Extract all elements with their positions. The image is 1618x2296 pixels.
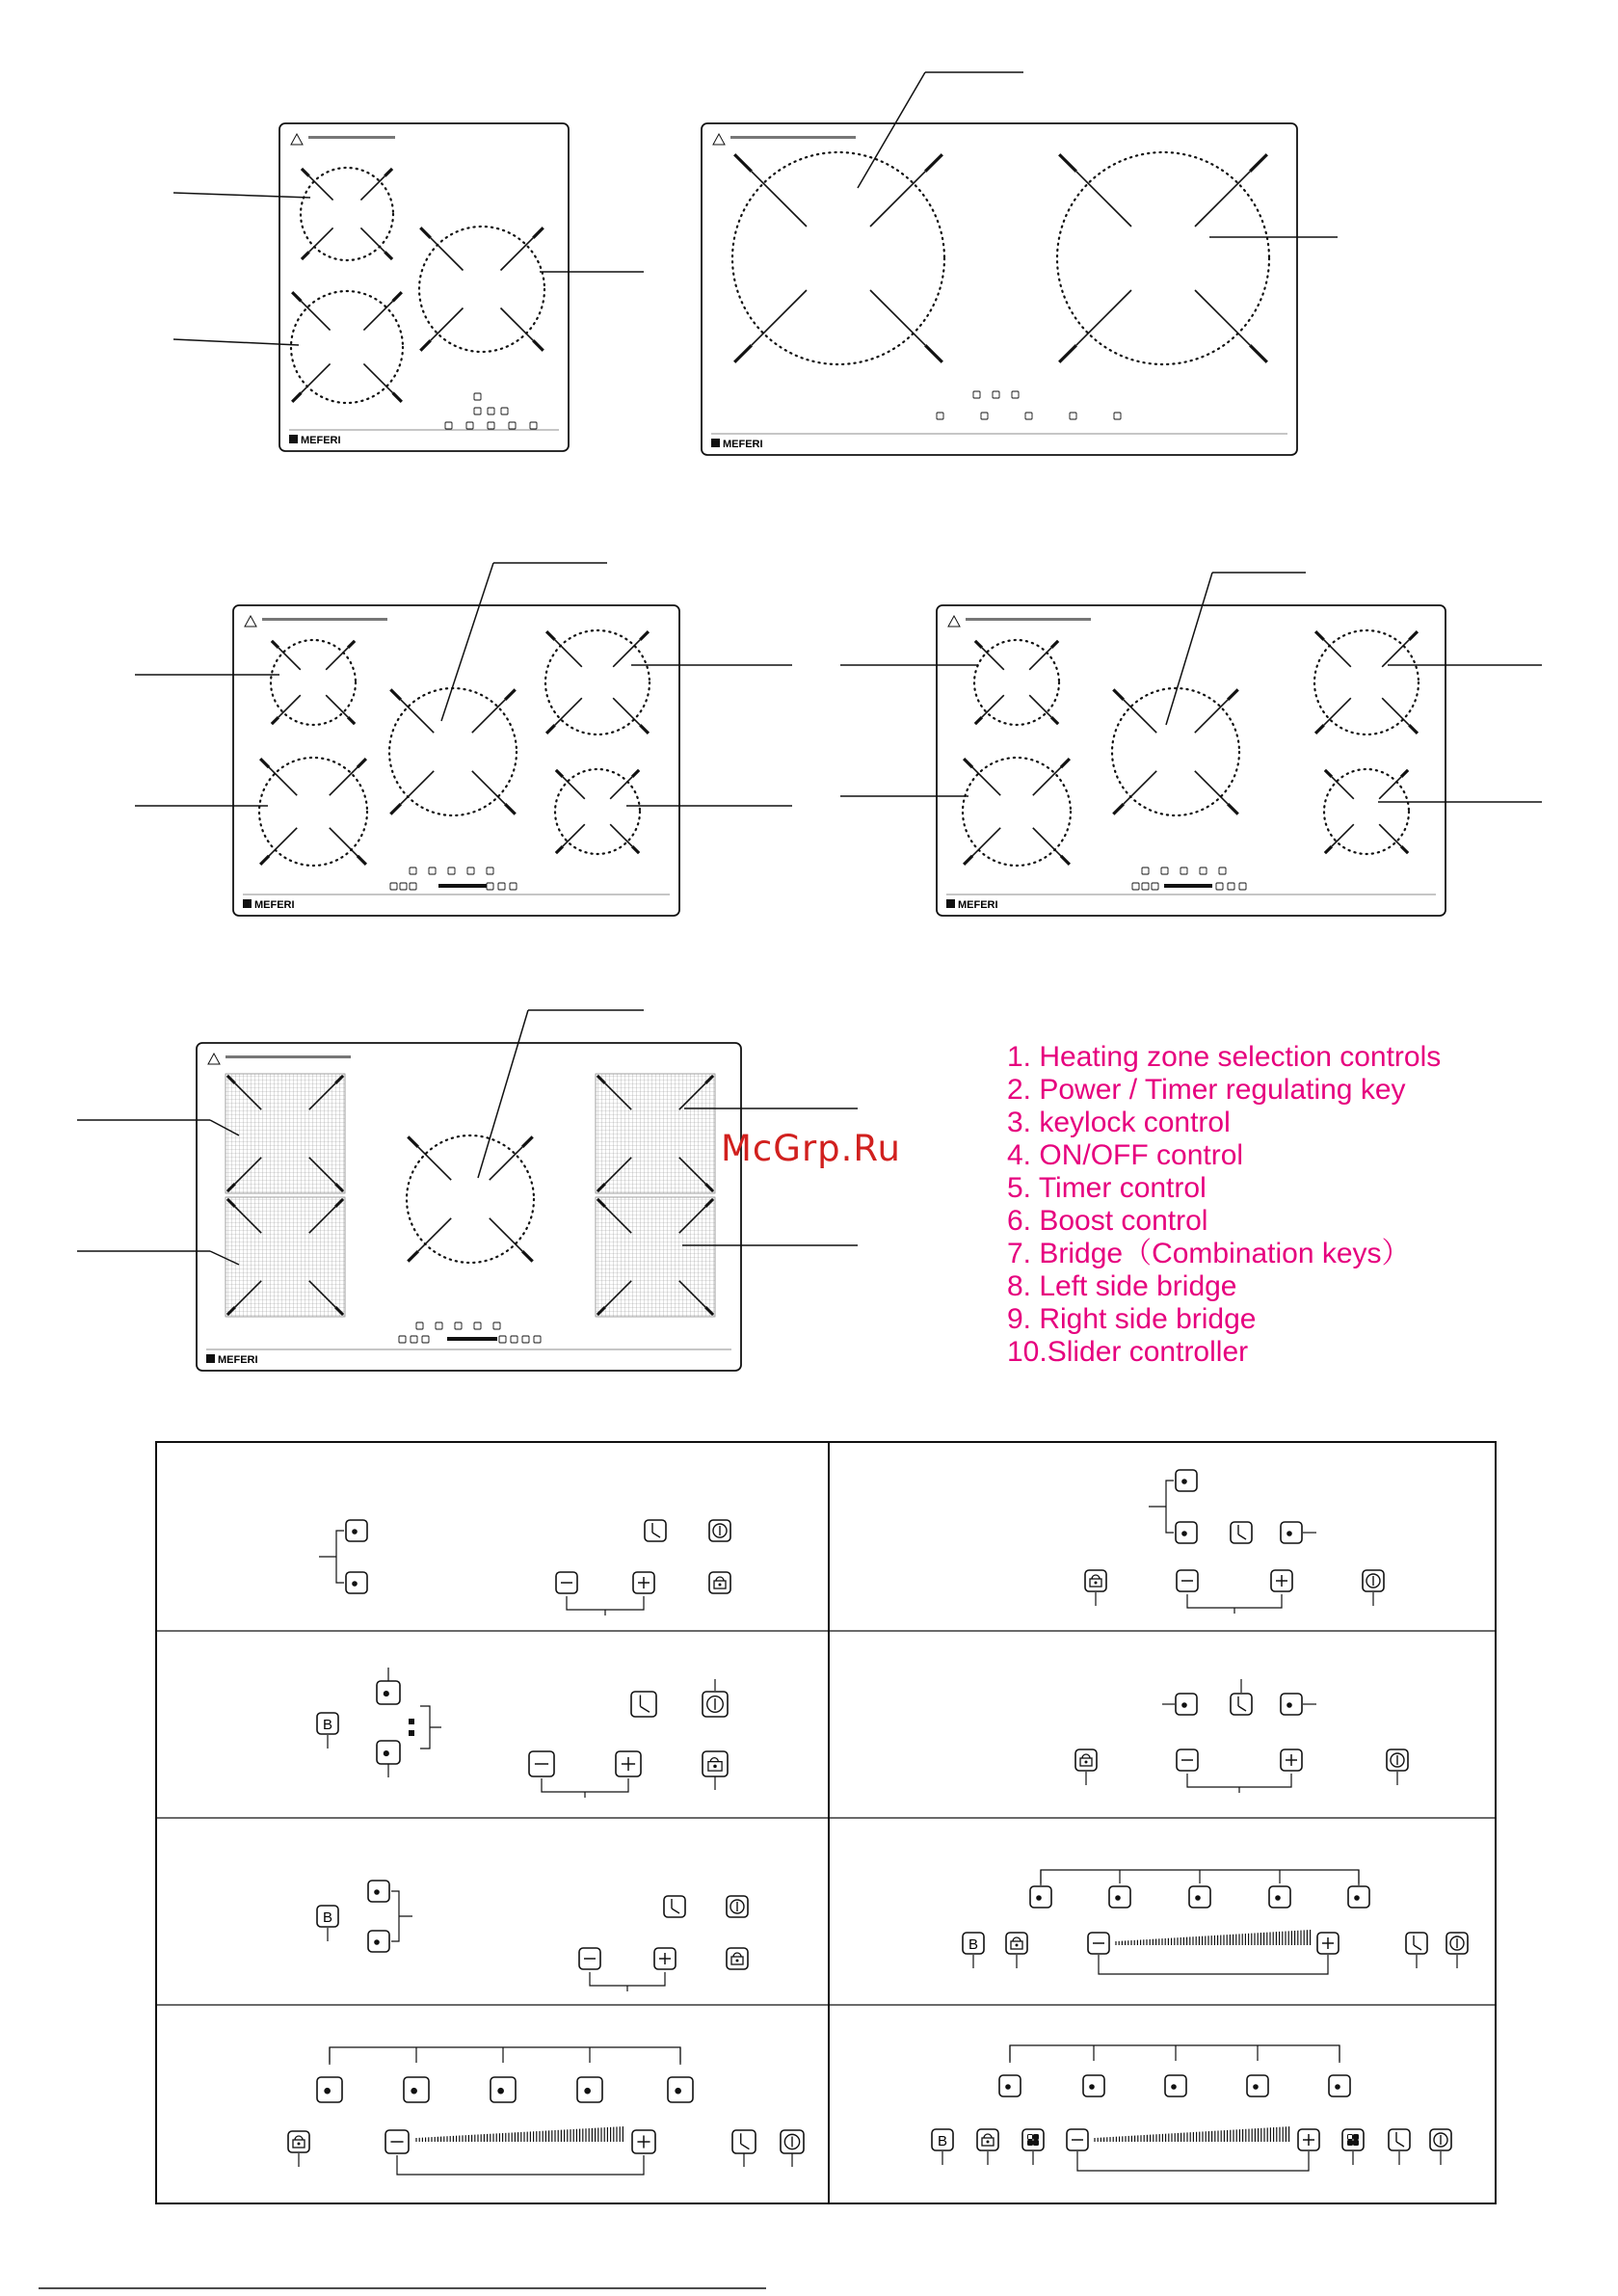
key-frame xyxy=(1342,2129,1364,2150)
table-border xyxy=(156,1442,1496,2203)
zone-select-icon xyxy=(317,2077,342,2102)
key-glyph xyxy=(672,1909,679,1913)
bridge xyxy=(317,1713,338,1734)
bracket-line xyxy=(1010,2045,1339,2063)
key-dot xyxy=(584,2088,591,2095)
keylock-icon xyxy=(977,2129,998,2150)
key-glyph xyxy=(1085,1761,1088,1764)
plus-icon xyxy=(654,1948,676,1969)
bridge xyxy=(932,2129,953,2150)
key-glyph xyxy=(1028,2141,1033,2146)
key-dot xyxy=(1005,2084,1011,2090)
control-panel-table xyxy=(156,1442,1496,2203)
key-glyph xyxy=(1414,1945,1421,1950)
key-dot xyxy=(1181,1531,1187,1536)
panel-layout xyxy=(1075,1679,1408,1793)
key-frame xyxy=(1389,2129,1410,2150)
zone-select-icon xyxy=(1269,1886,1290,1908)
key-frame xyxy=(703,1751,728,1776)
key-dot xyxy=(1253,2084,1259,2090)
bracket-line xyxy=(397,2155,644,2175)
zone-select-icon xyxy=(491,2077,516,2102)
zone-select-icon xyxy=(346,1520,367,1541)
zone-select-icon xyxy=(668,2077,693,2102)
bracket-line xyxy=(420,1706,441,1749)
brand-logo: MEFERI xyxy=(301,435,341,446)
legend-item: 8. Left side bridge xyxy=(1007,1270,1237,1302)
zone-select-icon xyxy=(346,1572,367,1593)
legend-item: 2. Power / Timer regulating key xyxy=(1007,1074,1406,1106)
key-glyph xyxy=(640,1706,649,1712)
key-glyph xyxy=(713,1765,717,1769)
plus-icon xyxy=(1281,1749,1302,1771)
power-icon xyxy=(727,1896,748,1917)
panel-layout xyxy=(317,1668,728,1798)
slider-icon xyxy=(1116,1930,1311,1945)
key-glyph xyxy=(1034,2135,1039,2140)
brand-logo-mark xyxy=(711,439,720,447)
slider-icon xyxy=(1095,2126,1289,2142)
legend-item: 3. keylock control xyxy=(1007,1107,1231,1138)
bridge-link-icon xyxy=(409,1719,414,1724)
panel-layout xyxy=(288,2047,804,2175)
minus-icon xyxy=(529,1751,554,1776)
bridge-link-icon xyxy=(409,1730,414,1736)
timer-icon xyxy=(1231,1522,1252,1543)
plus-icon xyxy=(1298,2129,1319,2150)
key-frame xyxy=(709,1572,730,1593)
brand-logo: MEFERI xyxy=(218,1354,258,1366)
plus-icon xyxy=(633,1572,654,1593)
slider-bar xyxy=(447,1337,497,1341)
flex-zone xyxy=(596,1074,715,1193)
key-frame xyxy=(727,1948,748,1969)
zone-select-icon xyxy=(1176,1470,1197,1491)
zone-select-icon xyxy=(1281,1522,1302,1543)
key-dot xyxy=(1171,2084,1177,2090)
plus-icon xyxy=(616,1751,641,1776)
key-dot xyxy=(1275,1895,1281,1901)
bracket-line xyxy=(1187,1774,1291,1787)
keylock-icon xyxy=(709,1572,730,1593)
zone-select-icon xyxy=(368,1881,389,1902)
key-glyph xyxy=(1348,2141,1353,2146)
key-dot xyxy=(384,1750,389,1756)
key-dot xyxy=(352,1581,358,1587)
legend-item: 4. ON/OFF control xyxy=(1007,1139,1244,1171)
watermark: McGrp.Ru xyxy=(721,1128,901,1169)
panel-layout xyxy=(963,1870,1468,1974)
bracket-line xyxy=(567,1596,644,1610)
minus-icon xyxy=(385,2130,409,2153)
legend-item: 5. Timer control xyxy=(1007,1172,1207,1204)
panel-layout xyxy=(317,1881,748,1991)
side-bridge-icon xyxy=(1022,2129,1044,2150)
minus-icon xyxy=(556,1572,577,1593)
flex-zone xyxy=(596,1197,715,1317)
panel-layout xyxy=(932,2045,1451,2171)
brand-logo-mark xyxy=(289,435,298,443)
plus-icon xyxy=(632,2130,655,2153)
key-frame xyxy=(288,2131,309,2152)
legend-item: 1. Heating zone selection controls xyxy=(1007,1041,1442,1073)
key-dot xyxy=(1354,1895,1360,1901)
power-icon xyxy=(703,1692,728,1717)
key-frame xyxy=(1075,1749,1097,1771)
cooktop xyxy=(135,563,792,916)
key-glyph xyxy=(1034,2141,1039,2146)
key-glyph xyxy=(1396,2142,1404,2147)
zone-select-icon xyxy=(999,2075,1021,2096)
zone-select-icon xyxy=(1083,2075,1104,2096)
keylock-icon xyxy=(727,1948,748,1969)
zone-select-icon xyxy=(1189,1886,1210,1908)
key-frame xyxy=(645,1520,666,1541)
minus-icon xyxy=(579,1948,600,1969)
legend-item: 7. Bridge（Combination keys） xyxy=(1007,1238,1411,1269)
slider-bar xyxy=(438,884,487,888)
key-glyph xyxy=(1354,2141,1359,2146)
power-icon xyxy=(1430,2129,1451,2150)
key-frame xyxy=(664,1896,685,1917)
plus-icon xyxy=(1317,1933,1339,1954)
key-glyph xyxy=(1095,1582,1098,1585)
cooktop-outline xyxy=(279,123,569,451)
key-dot xyxy=(497,2088,504,2095)
cooktop-outline xyxy=(702,123,1297,455)
slider-bar xyxy=(1164,884,1212,888)
key-dot xyxy=(1181,1479,1187,1484)
bridge-key-label: B xyxy=(937,2133,948,2149)
key-frame xyxy=(1085,1570,1106,1591)
key-glyph xyxy=(736,1960,739,1962)
key-glyph xyxy=(1348,2135,1353,2140)
keylock-icon xyxy=(1006,1933,1027,1954)
timer-icon xyxy=(1389,2129,1410,2150)
bracket-line xyxy=(1077,2151,1309,2171)
bridge-key-label: B xyxy=(322,1717,333,1733)
timer-icon xyxy=(1231,1694,1252,1715)
power-icon xyxy=(1363,1570,1384,1591)
minus-icon xyxy=(1177,1749,1198,1771)
bracket-line xyxy=(590,1972,665,1986)
bridge-key-label: B xyxy=(322,1909,333,1926)
key-frame xyxy=(1022,2129,1044,2150)
legend-item: 6. Boost control xyxy=(1007,1205,1208,1237)
bracket-line xyxy=(1187,1594,1282,1608)
power-icon xyxy=(1446,1933,1468,1954)
warning-text-line xyxy=(730,136,856,139)
slider-icon xyxy=(416,2126,623,2142)
brand-logo-mark xyxy=(206,1354,215,1363)
key-dot xyxy=(411,2088,417,2095)
cooktop xyxy=(840,573,1542,916)
key-dot xyxy=(324,2088,331,2095)
key-frame xyxy=(977,2129,998,2150)
flex-zone xyxy=(225,1197,345,1317)
panel-layout xyxy=(1085,1470,1384,1614)
power-icon xyxy=(709,1520,730,1541)
flex-zone xyxy=(225,1074,345,1193)
cooktop xyxy=(702,72,1338,455)
warning-text-line xyxy=(308,136,395,139)
cooktop xyxy=(173,123,644,451)
key-dot xyxy=(1036,1895,1042,1901)
zone-select-icon xyxy=(377,1741,400,1764)
legend-item: 10.Slider controller xyxy=(1007,1336,1249,1368)
bridge xyxy=(317,1906,338,1927)
key-glyph xyxy=(652,1533,660,1537)
cooktop-outline xyxy=(233,605,679,916)
key-glyph xyxy=(741,2144,750,2149)
bracket-line xyxy=(330,2047,680,2065)
key-dot xyxy=(1286,1531,1292,1536)
zone-select-icon xyxy=(377,1681,400,1704)
key-frame xyxy=(1406,1933,1427,1954)
keylock-icon xyxy=(1085,1570,1106,1591)
zone-select-icon xyxy=(1329,2075,1350,2096)
brand-logo: MEFERI xyxy=(958,899,998,911)
bridge-key-label: B xyxy=(968,1936,979,1953)
cooktop-outline xyxy=(937,605,1446,916)
key-glyph xyxy=(987,2141,990,2144)
side-bridge-icon xyxy=(1342,2129,1364,2150)
brand-logo-mark xyxy=(946,899,955,908)
key-glyph xyxy=(1238,1535,1246,1539)
bridge xyxy=(963,1933,984,1954)
key-dot xyxy=(384,1691,389,1696)
key-frame xyxy=(1231,1522,1252,1543)
key-dot xyxy=(1115,1895,1121,1901)
warning-text-line xyxy=(225,1055,351,1058)
key-dot xyxy=(1195,1895,1201,1901)
bracket-line xyxy=(1099,1955,1328,1974)
key-glyph xyxy=(1028,2135,1033,2140)
key-glyph xyxy=(298,2143,301,2146)
brand-logo: MEFERI xyxy=(723,439,763,450)
key-dot xyxy=(374,1939,380,1945)
key-glyph xyxy=(1238,1706,1246,1711)
key-glyph xyxy=(1016,1944,1019,1947)
timer-icon xyxy=(664,1896,685,1917)
key-dot xyxy=(675,2088,681,2095)
timer-icon xyxy=(631,1692,656,1717)
key-dot xyxy=(374,1889,380,1895)
key-dot xyxy=(352,1529,358,1535)
zone-select-icon xyxy=(1176,1522,1197,1543)
key-dot xyxy=(1181,1702,1187,1708)
minus-icon xyxy=(1067,2129,1088,2150)
key-frame xyxy=(1231,1694,1252,1715)
key-dot xyxy=(1335,2084,1340,2090)
power-icon xyxy=(781,2130,804,2153)
power-icon xyxy=(1387,1749,1408,1771)
keylock-icon xyxy=(703,1751,728,1776)
plus-icon xyxy=(1271,1570,1292,1591)
key-glyph xyxy=(719,1584,722,1587)
key-frame xyxy=(1006,1933,1027,1954)
panel-layout xyxy=(319,1520,730,1615)
bracket-line xyxy=(1149,1481,1174,1533)
warning-text-line xyxy=(262,618,387,621)
zone-select-icon xyxy=(1109,1886,1130,1908)
zone-select-icon xyxy=(1030,1886,1051,1908)
minus-icon xyxy=(1177,1570,1198,1591)
key-glyph xyxy=(1354,2135,1359,2140)
zone-select-icon xyxy=(577,2077,602,2102)
zone-select-icon xyxy=(404,2077,429,2102)
brand-logo: MEFERI xyxy=(254,899,295,911)
key-dot xyxy=(1286,1702,1292,1708)
keylock-icon xyxy=(1075,1749,1097,1771)
zone-select-icon xyxy=(1281,1694,1302,1715)
zone-select-icon xyxy=(1165,2075,1186,2096)
legend-list xyxy=(1007,1041,1547,1369)
warning-text-line xyxy=(966,618,1091,621)
key-frame xyxy=(732,2130,756,2153)
zone-select-icon xyxy=(1247,2075,1268,2096)
key-dot xyxy=(1089,2084,1095,2090)
zone-select-icon xyxy=(1348,1886,1369,1908)
bracket-line xyxy=(391,1891,412,1941)
key-frame xyxy=(631,1692,656,1717)
legend-item: 9. Right side bridge xyxy=(1007,1303,1257,1335)
timer-icon xyxy=(732,2130,756,2153)
cooktop xyxy=(77,1010,858,1371)
brand-logo-mark xyxy=(243,899,252,908)
timer-icon xyxy=(1406,1933,1427,1954)
zone-select-icon xyxy=(1176,1694,1197,1715)
timer-icon xyxy=(645,1520,666,1541)
zone-select-icon xyxy=(368,1931,389,1952)
bracket-line xyxy=(319,1531,344,1583)
keylock-icon xyxy=(288,2131,309,2152)
bracket-line xyxy=(542,1778,628,1792)
minus-icon xyxy=(1088,1933,1109,1954)
